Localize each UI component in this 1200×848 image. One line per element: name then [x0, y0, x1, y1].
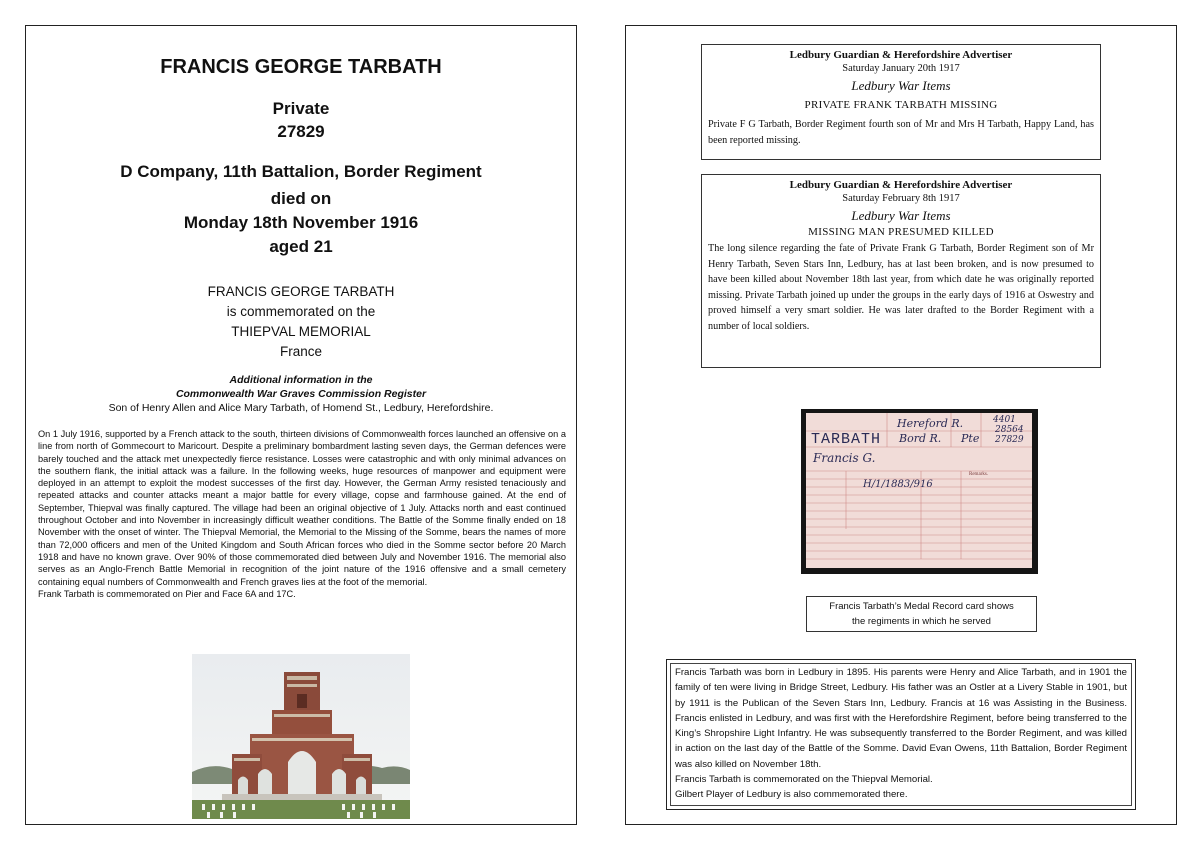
biography-box — [666, 659, 1136, 810]
card-rank: Pte — [961, 432, 980, 445]
newspaper-article-presumed-killed — [701, 174, 1101, 368]
card-number-3: 27829 — [995, 435, 1024, 445]
article-text: The long silence regarding the fate of Private Frank G Tarbath, Border Regiment son of Mr Henry Tarbath, Seven Stars Inn, Ledbury, has at last been broken, and is now presumed to have been killed about November 18th last year, from which date he was originally reported missing. Private Tarbath joined up under the groups in the early days of 1916 at Oswestry and proved himself a very smart soldier. He was later drafted to the Border Regiment with a number of local soldiers. — [708, 243, 1094, 332]
service-number: 27829 — [277, 122, 325, 141]
card-number-1: 4401 — [993, 415, 1016, 425]
memorial-country: France — [279, 344, 323, 359]
medal-record-card — [801, 409, 1038, 574]
commemoration-block — [26, 282, 576, 362]
article-date: Saturday January 20th 1917 — [842, 63, 960, 74]
biography-paragraph: Francis Tarbath was born in Ledbury in 1895. His parents were Henry and Alice Tarbath, and in 1901 the family of ten were living in Bridge Street, Ledbury. His father was an Ostler at a Livery Stable in 1901, but by 1911 is the Publican of the Seven Stars Inn, Ledbury. Francis at 16 was Assisting in the Business. Francis enlisted in Ledbury, and was first with the Herefordshire Regiment, before being transferred to the King’s Shropshire Light Infantry. He was subsequently transferred to the Border Regiment, and was killed in action on the last day of the Battle of the Somme. David Evan Owens, 11th Battalion, Border Regiment was also killed on November 18th. — [675, 667, 1127, 770]
biography-text — [670, 663, 1132, 806]
publication-name: Ledbury Guardian & Herefordshire Advertiser — [789, 179, 1013, 191]
medal-card-caption — [806, 596, 1037, 632]
cwgc-heading-1: Additional information in the — [229, 374, 373, 386]
article-text: Private F G Tarbath, Border Regiment fourth son of Mr and Mrs H Tarbath, Happy Land, has been reported missing. — [708, 119, 1094, 146]
memorial-name: THIEPVAL MEMORIAL — [231, 324, 371, 339]
right-page — [625, 25, 1177, 825]
died-on-label: died on — [270, 189, 332, 208]
age: aged 21 — [269, 237, 333, 256]
card-number-2: 28564 — [995, 425, 1024, 435]
cwgc-heading-2: Commonwealth War Graves Commission Register — [175, 388, 427, 400]
somme-history-text — [38, 428, 566, 600]
article-headline: MISSING MAN PRESUMED KILLED — [808, 226, 994, 238]
card-forenames: Francis G. — [813, 451, 876, 465]
unit: D Company, 11th Battalion, Border Regiment — [120, 162, 482, 181]
article-date: Saturday February 8th 1917 — [842, 193, 960, 204]
caption-line-1: Francis Tarbath’s Medal Record card shows — [829, 601, 1014, 612]
death-date: Monday 18th November 1916 — [183, 213, 419, 232]
commemoration-text: is commemorated on the — [226, 304, 376, 319]
somme-history-paragraph: On 1 July 1916, supported by a French attack to the south, thirteen divisions of Commonwealth forces launched an offensive on a line from north of Gommecourt to Maricourt. Despite a preliminary bombardment lasting seven days, the German defences were barely touched and the attack met unexpectedly fierce resistance. Losses were catastrophic and with only minimal advances on the southern flank, the initial attack was a failure. In the following weeks, huge resources of manpower and equipment were deployed in an attempt to exploit the modest successes of the first day. However, the German Army resisted tenaciously and repeated attacks and counter attacks meant a major battle for every village, copse and farmhouse gained. At the end of September, Thiepval was finally captured. The village had been an original objective of 1 July. Attacks north and east continued throughout October and into November in increasingly difficult weather conditions. The Battle of the Somme finally ended on 18 November with the onset of winter. The Thiepval Memorial, the Memorial to the Missing of the Somme, bears the names of more than 72,000 officers and men of the United Kingdom and South African forces who died in the Somme sector before 20 March 1918 and have no known grave. Over 90% of those commemorated died between July and November 1916. The memorial also serves as an Anglo-French Battle Memorial in recognition of the joint nature of the 1916 offensive and a small cemetery containing equal numbers of Commonwealth and French graves lies at the foot of the memorial. — [38, 429, 566, 587]
card-surname: TARBATH — [811, 431, 882, 448]
card-corps-2: Bord R. — [899, 432, 942, 445]
rank: Private — [272, 99, 330, 118]
cwgc-parents: Son of Henry Allen and Alice Mary Tarbath, of Homend St., Ledbury, Herefordshire. — [108, 402, 494, 414]
card-date: H/1/1883/916 — [863, 479, 933, 490]
thiepval-memorial-photo — [192, 654, 410, 819]
left-page — [25, 25, 577, 825]
article-section: Ledbury War Items — [851, 208, 951, 223]
card-corps-1: Hereford R. — [897, 417, 964, 430]
newspaper-article-missing — [701, 44, 1101, 160]
publication-name: Ledbury Guardian & Herefordshire Advertiser — [789, 49, 1013, 61]
biography-memorial: Francis Tarbath is commemorated on the Thiepval Memorial. — [675, 774, 933, 786]
article-headline: PRIVATE FRANK TARBATH MISSING — [804, 99, 998, 111]
biography-also-commemorated: Gilbert Player of Ledbury is also commemorated there. — [675, 789, 908, 801]
caption-line-2: the regiments in which he served — [852, 616, 991, 627]
cwgc-additional-info — [26, 373, 576, 415]
commemoration-name: FRANCIS GEORGE TARBATH — [207, 284, 395, 299]
card-remarks-label: Remarks. — [969, 472, 989, 477]
soldier-name: FRANCIS GEORGE TARBATH — [160, 56, 442, 78]
article-section: Ledbury War Items — [851, 78, 951, 93]
pier-and-face: Frank Tarbath is commemorated on Pier and Face 6A and 17C. — [38, 588, 296, 599]
